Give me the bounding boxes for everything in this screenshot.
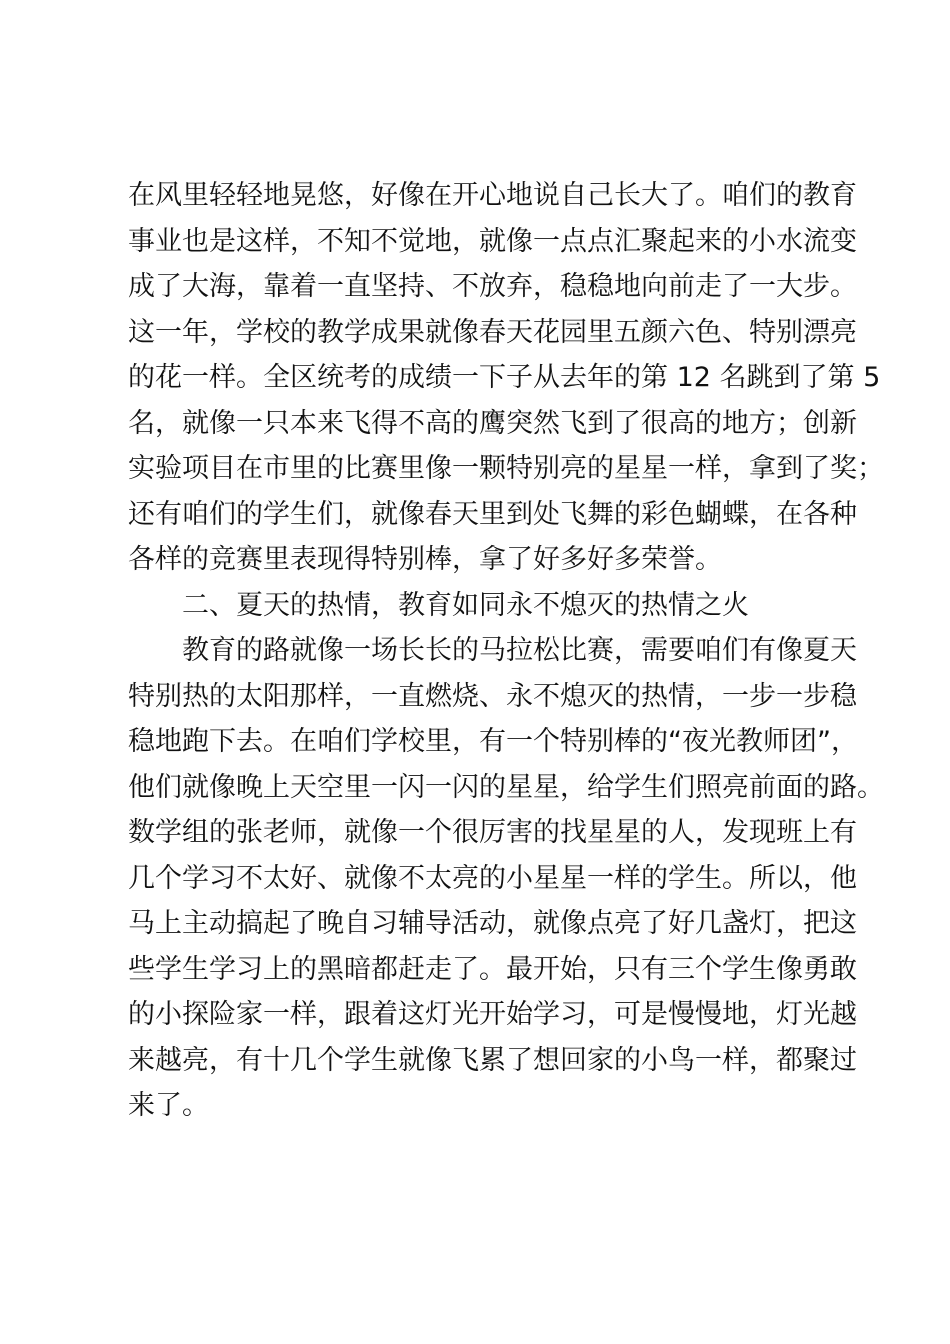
text-line: 名，就像一只本来飞得不高的鹰突然飞到了很高的地方；创新 <box>128 407 857 439</box>
text-line: 的花一样。全区统考的成绩一下子从去年的第 12 名跳到了第 5 <box>128 362 881 393</box>
text-line: 这一年，学校的教学成果就像春天花园里五颜六色、特别漂亮 <box>128 316 857 348</box>
text-line: 来了。 <box>128 1090 209 1121</box>
text-line: 成了大海，靠着一直坚持、不放弃，稳稳地向前走了一大步。 <box>128 271 857 302</box>
text-line: 几个学习不太好、就像不太亮的小星星一样的学生。所以，他 <box>128 862 857 894</box>
text-line: 来越亮，有十几个学生就像飞累了想回家的小鸟一样，都聚过 <box>128 1044 857 1076</box>
section-heading: 二、夏天的热情，教育如同永不熄灭的热情之火 <box>182 589 749 621</box>
text-line: 他们就像晚上天空里一闪一闪的星星，给学生们照亮前面的路。 <box>128 771 884 803</box>
text-line: 的小探险家一样，跟着这灯光开始学习，可是慢慢地，灯光越 <box>128 999 857 1030</box>
text-line: 还有咱们的学生们，就像春天里到处飞舞的彩色蝴蝶，在各种 <box>128 498 857 530</box>
text-line: 各样的竞赛里表现得特别棒，拿了好多好多荣誉。 <box>128 544 722 575</box>
text-line: 在风里轻轻地晃悠，好像在开心地说自己长大了。咱们的教育 <box>128 180 857 211</box>
body-text <box>128 173 884 1129</box>
text-line: 事业也是这样，不知不觉地，就像一点点汇聚起来的小水流变 <box>128 225 857 257</box>
text-line: 稳地跑下去。在咱们学校里，有一个特别棒的“夜光教师团”， <box>128 726 858 757</box>
text-line: 马上主动搞起了晚自习辅导活动，就像点亮了好几盏灯，把这 <box>128 908 857 939</box>
text-line: 些学生学习上的黑暗都赶走了。最开始，只有三个学生像勇敢 <box>128 953 857 985</box>
text-line: 教育的路就像一场长长的马拉松比赛，需要咱们有像夏天 <box>182 635 857 666</box>
text-line: 数学组的张老师，就像一个很厉害的找星星的人，发现班上有 <box>128 817 857 848</box>
text-line: 实验项目在市里的比赛里像一颗特别亮的星星一样，拿到了奖； <box>128 453 884 484</box>
text-line: 特别热的太阳那样，一直燃烧、永不熄灭的热情，一步一步稳 <box>128 680 857 712</box>
